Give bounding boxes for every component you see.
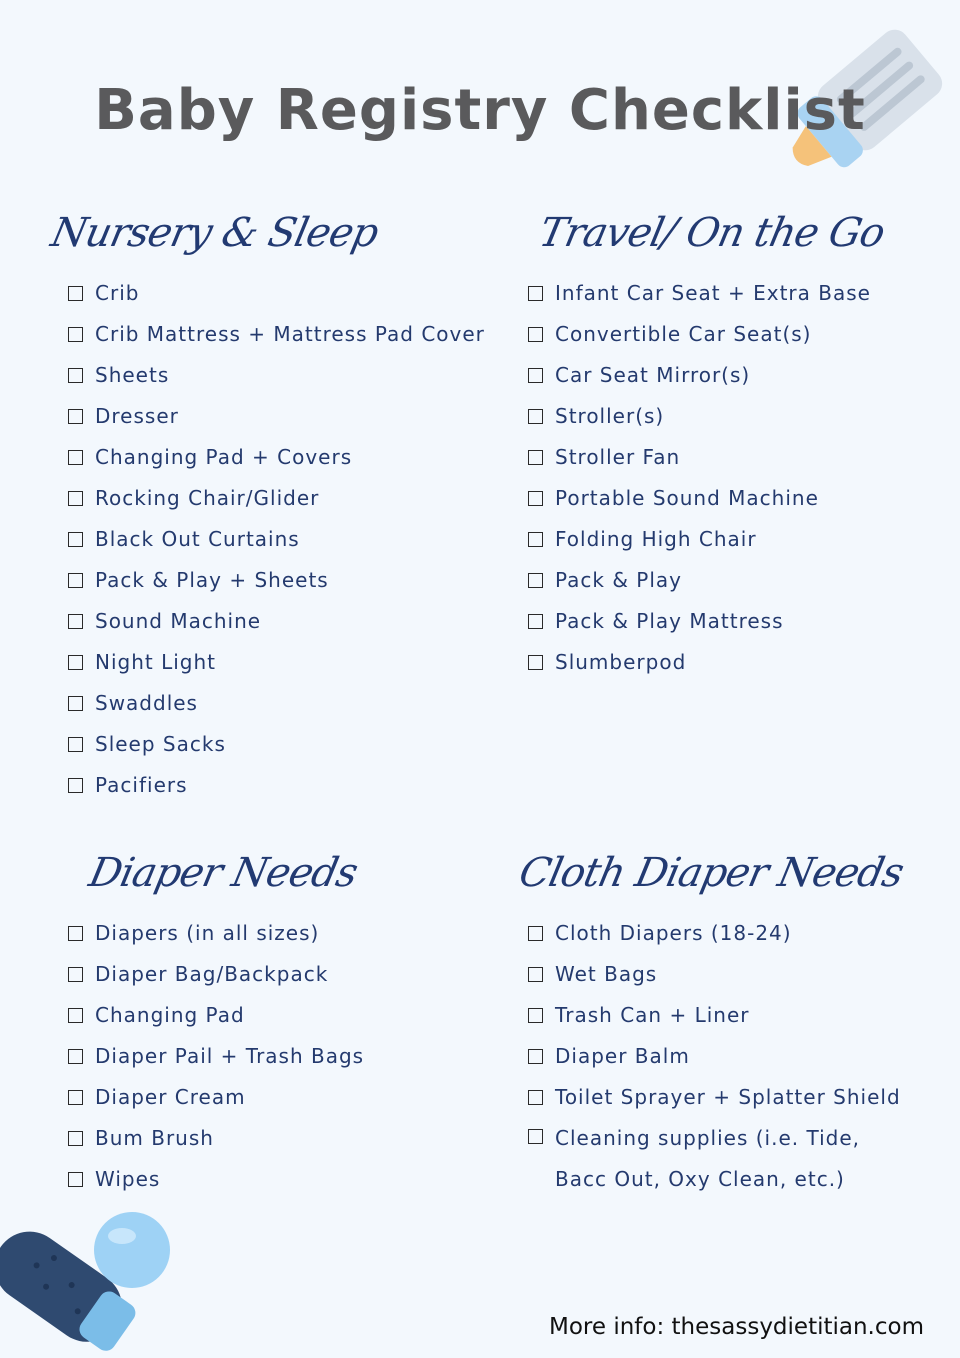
checkbox[interactable] (68, 491, 83, 506)
checkbox[interactable] (68, 286, 83, 301)
item-label: Wipes (95, 1167, 161, 1191)
checklist-item (68, 360, 169, 390)
item-label: Night Light (95, 650, 216, 674)
checkbox[interactable] (68, 926, 83, 941)
checkbox[interactable] (528, 532, 543, 547)
checkbox[interactable] (528, 450, 543, 465)
checklist-item (68, 524, 300, 554)
checkbox[interactable] (68, 450, 83, 465)
checkbox[interactable] (528, 491, 543, 506)
checkbox[interactable] (528, 655, 543, 670)
checklist-item (68, 401, 179, 431)
item-label: Car Seat Mirror(s) (555, 363, 751, 387)
checklist-item (68, 729, 226, 759)
item-label: Sleep Sacks (95, 732, 226, 756)
checkbox[interactable] (528, 368, 543, 383)
item-label: Stroller(s) (555, 404, 665, 428)
checklist-item (68, 688, 198, 718)
item-label: Infant Car Seat + Extra Base (555, 281, 871, 305)
checkbox[interactable] (68, 655, 83, 670)
item-label: Pack & Play + Sheets (95, 568, 329, 592)
checkbox[interactable] (68, 1131, 83, 1146)
checklist-item (68, 1164, 160, 1194)
item-label: Changing Pad (95, 1003, 245, 1027)
checklist-item (68, 647, 216, 677)
checklist-item (528, 319, 811, 349)
checklist-item (68, 959, 328, 989)
checkbox[interactable] (68, 967, 83, 982)
checkbox[interactable] (68, 1008, 83, 1023)
item-label: Cloth Diapers (18-24) (555, 921, 792, 945)
checkbox[interactable] (528, 1049, 543, 1064)
item-label: Convertible Car Seat(s) (555, 322, 812, 346)
item-label: Diaper Cream (95, 1085, 246, 1109)
item-label: Rocking Chair/Glider (95, 486, 320, 510)
checkbox[interactable] (68, 1090, 83, 1105)
checkbox[interactable] (68, 737, 83, 752)
item-label: Crib Mattress + Mattress Pad Cover (95, 322, 485, 346)
checkbox[interactable] (68, 368, 83, 383)
item-label: Diaper Bag/Backpack (95, 962, 329, 986)
checklist-item (528, 1082, 901, 1112)
checkbox[interactable] (68, 778, 83, 793)
item-label: Diaper Pail + Trash Bags (95, 1044, 365, 1068)
item-label: Diapers (in all sizes) (95, 921, 320, 945)
checkbox[interactable] (68, 573, 83, 588)
item-label: Pack & Play (555, 568, 683, 592)
checklist-item (68, 918, 319, 948)
checklist-item (68, 1082, 246, 1112)
checklist-item (68, 319, 485, 349)
checklist-item (68, 278, 139, 308)
checklist-item (528, 959, 657, 989)
checklist-item (68, 442, 352, 472)
footer-more-info: More info: thesassydietitian.com (549, 1314, 924, 1340)
checkbox[interactable] (68, 409, 83, 424)
checkbox[interactable] (68, 532, 83, 547)
item-label: Trash Can + Liner (555, 1003, 750, 1027)
item-label: Sound Machine (95, 609, 262, 633)
checkbox[interactable] (528, 926, 543, 941)
checkbox[interactable] (528, 409, 543, 424)
checkbox[interactable] (68, 1172, 83, 1187)
checklist-item (68, 483, 319, 513)
checklist-item (528, 483, 819, 513)
section-heading-nursery: Nursery & Sleep (47, 210, 382, 256)
section-heading-cloth: Cloth Diaper Needs (515, 850, 908, 896)
checklist-item (528, 401, 664, 431)
checkbox[interactable] (528, 614, 543, 629)
checkbox[interactable] (68, 327, 83, 342)
checkbox[interactable] (528, 1129, 543, 1144)
checklist-item (528, 524, 757, 554)
checklist-item (68, 770, 188, 800)
checkbox[interactable] (68, 1049, 83, 1064)
checkbox[interactable] (528, 1008, 543, 1023)
item-label: Toilet Sprayer + Splatter Shield (555, 1085, 901, 1109)
checklist-item (528, 606, 784, 636)
checklist-item (528, 442, 680, 472)
item-label: Pack & Play Mattress (555, 609, 784, 633)
item-label: Stroller Fan (555, 445, 681, 469)
checklist-item (68, 1123, 214, 1153)
item-label: Changing Pad + Covers (95, 445, 353, 469)
item-label: Bum Brush (95, 1126, 214, 1150)
checkbox[interactable] (528, 1090, 543, 1105)
pacifier-icon (0, 1198, 190, 1358)
item-label: Pacifiers (95, 773, 188, 797)
item-label: Swaddles (95, 691, 198, 715)
item-label: Sheets (95, 363, 170, 387)
checklist-item (68, 1041, 364, 1071)
checklist-item (528, 360, 750, 390)
checklist-item (528, 1000, 749, 1030)
section-heading-travel: Travel/ On the Go (535, 210, 889, 256)
checklist-item (68, 1000, 245, 1030)
checkbox[interactable] (528, 573, 543, 588)
section-heading-diaper: Diaper Needs (85, 850, 362, 896)
item-label: Wet Bags (555, 962, 658, 986)
checklist-item (528, 565, 682, 595)
item-label: Crib (95, 281, 140, 305)
item-label: Cleaning supplies (i.e. Tide, Bacc Out, Oxy Clean, etc.) (555, 1126, 860, 1191)
checkbox[interactable] (528, 286, 543, 301)
checklist-item (528, 278, 871, 308)
checkbox[interactable] (528, 327, 543, 342)
item-label: Portable Sound Machine (555, 486, 819, 510)
checklist-item (68, 565, 329, 595)
item-label: Black Out Curtains (95, 527, 300, 551)
page-title: Baby Registry Checklist (94, 78, 866, 143)
checkbox[interactable] (528, 967, 543, 982)
item-label: Dresser (95, 404, 179, 428)
item-label: Slumberpod (555, 650, 687, 674)
checklist-item (528, 1041, 690, 1071)
checklist-item (68, 606, 261, 636)
checklist-item (528, 918, 792, 948)
item-label: Folding High Chair (555, 527, 757, 551)
checklist-item (528, 647, 686, 677)
checkbox[interactable] (68, 614, 83, 629)
checklist-item (528, 1123, 915, 1200)
checkbox[interactable] (68, 696, 83, 711)
item-label: Diaper Balm (555, 1044, 690, 1068)
